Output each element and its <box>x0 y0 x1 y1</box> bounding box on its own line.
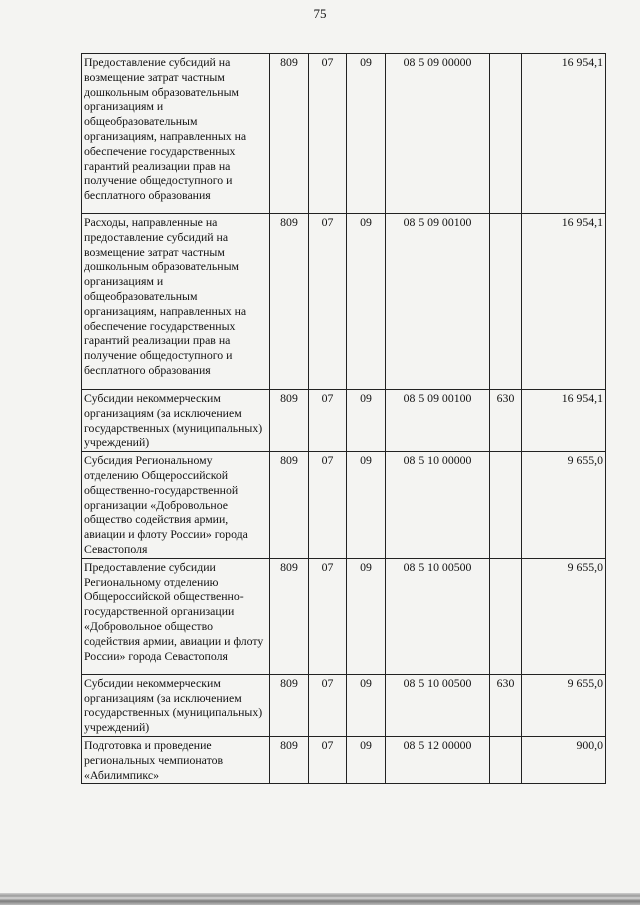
row-section-code: 07 <box>309 54 347 214</box>
row-ved-code: 809 <box>270 736 309 783</box>
row-subsection-code: 09 <box>347 736 386 783</box>
row-section-code: 07 <box>309 390 347 452</box>
row-name: Подготовка и проведение региональных чемпионатов «Абилимпикс» <box>82 736 270 783</box>
row-expense-type: 630 <box>490 674 522 736</box>
page-number: 75 <box>313 6 327 21</box>
row-name: Расходы, направленные на предоставление субсидий на возмещение затрат частным дошкольным образовательным организациям и общеобразовательным организациям, направленных на обеспечение государственных гарантий реализации прав на получение общедоступного и бесплатного образования <box>82 214 270 390</box>
row-name: Предоставление субсидий на возмещение затрат частным дошкольным образовательным организациям и общеобразовательным организациям, направленных на обеспечение государственных гарантий реализации прав на получение общедоступного и бесплатного образования <box>82 54 270 214</box>
row-section-code: 07 <box>309 558 347 674</box>
row-expense-type <box>490 558 522 674</box>
row-target-code: 08 5 12 00000 <box>386 736 490 783</box>
row-target-code: 08 5 09 00100 <box>386 214 490 390</box>
table-row <box>82 736 606 783</box>
row-target-code: 08 5 09 00000 <box>386 54 490 214</box>
row-subsection-code: 09 <box>347 214 386 390</box>
row-name: Субсидии некоммерческим организациям (за исключением государственных (муниципальных) учреждений) <box>82 390 270 452</box>
row-name: Субсидия Региональному отделению Общероссийской общественно-государственной организации «Добровольное общество содействия армии, авиации и флоту России» города Севастополя <box>82 452 270 559</box>
row-subsection-code: 09 <box>347 54 386 214</box>
row-section-code: 07 <box>309 674 347 736</box>
table-row <box>82 452 606 559</box>
row-section-code: 07 <box>309 214 347 390</box>
row-expense-type <box>490 736 522 783</box>
table-row <box>82 390 606 452</box>
row-sum: 900,0 <box>522 736 606 783</box>
row-ved-code: 809 <box>270 558 309 674</box>
row-sum: 16 954,1 <box>522 390 606 452</box>
table-row <box>82 674 606 736</box>
row-sum: 16 954,1 <box>522 54 606 214</box>
row-ved-code: 809 <box>270 452 309 559</box>
row-subsection-code: 09 <box>347 390 386 452</box>
table-row <box>82 214 606 390</box>
row-expense-type <box>490 452 522 559</box>
row-expense-type <box>490 214 522 390</box>
row-sum: 9 655,0 <box>522 558 606 674</box>
row-target-code: 08 5 10 00500 <box>386 674 490 736</box>
row-ved-code: 809 <box>270 214 309 390</box>
row-subsection-code: 09 <box>347 452 386 559</box>
row-sum: 9 655,0 <box>522 674 606 736</box>
row-target-code: 08 5 09 00100 <box>386 390 490 452</box>
row-ved-code: 809 <box>270 390 309 452</box>
row-ved-code: 809 <box>270 674 309 736</box>
table-row <box>82 558 606 674</box>
budget-table <box>81 53 606 784</box>
row-expense-type <box>490 54 522 214</box>
row-name: Субсидии некоммерческим организациям (за исключением государственных (муниципальных) учреждений) <box>82 674 270 736</box>
row-subsection-code: 09 <box>347 558 386 674</box>
row-name: Предоставление субсидии Региональному отделению Общероссийской общественно-государственной организации «Добровольное общество содействия армии, авиации и флоту России» города Севастополя <box>82 558 270 674</box>
row-subsection-code: 09 <box>347 674 386 736</box>
row-section-code: 07 <box>309 736 347 783</box>
row-sum: 16 954,1 <box>522 214 606 390</box>
scan-edge <box>0 893 640 905</box>
row-target-code: 08 5 10 00000 <box>386 452 490 559</box>
row-expense-type: 630 <box>490 390 522 452</box>
row-section-code: 07 <box>309 452 347 559</box>
row-target-code: 08 5 10 00500 <box>386 558 490 674</box>
row-sum: 9 655,0 <box>522 452 606 559</box>
table-row <box>82 54 606 214</box>
row-ved-code: 809 <box>270 54 309 214</box>
